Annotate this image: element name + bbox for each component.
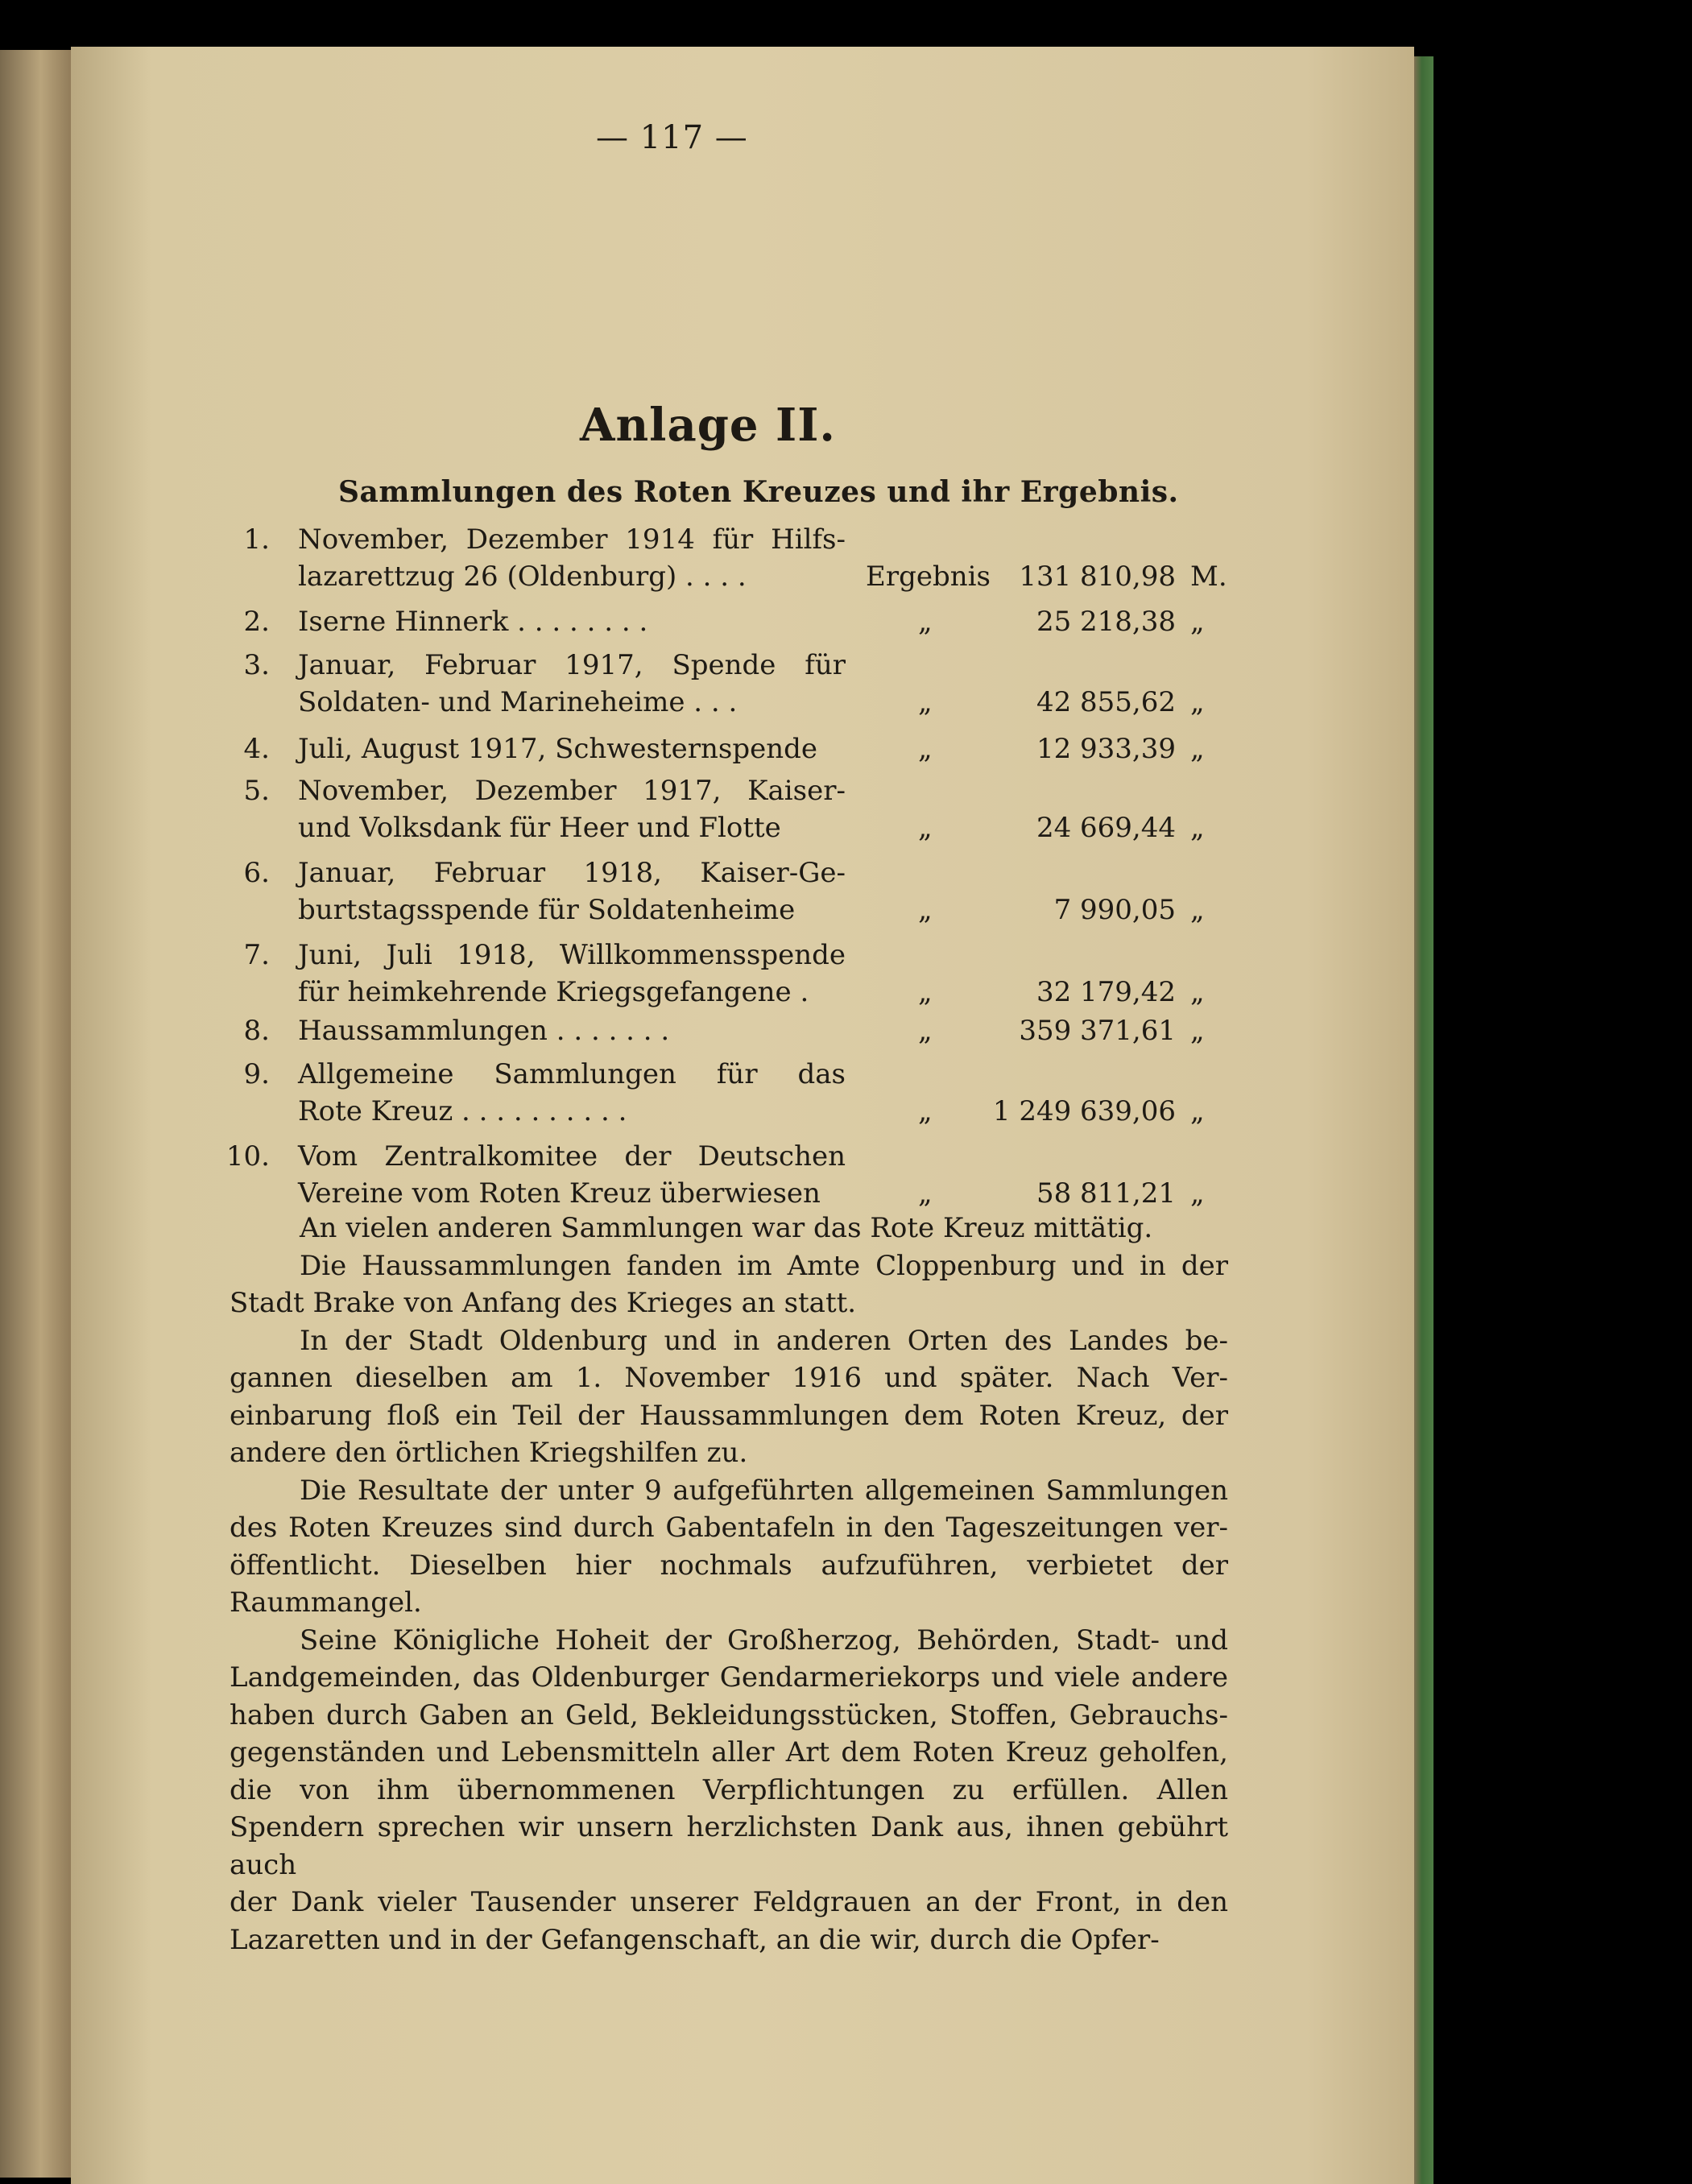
paragraph [230,1210,1228,1247]
paragraph-line: In der Stadt Oldenburg und in anderen Orten des Landes be- [300,1324,1228,1357]
entry-amount: 32 179,42 [1036,976,1176,1008]
paragraph-line: des Roten Kreuzes sind durch Gabentafeln in den Tageszeitungen ver- [230,1512,1228,1544]
entry-unit: „ [1190,733,1205,765]
entry-description-text: Juli, August 1917, Schwesternspende [298,733,818,765]
entry-description-line [298,733,846,765]
entry-amount: 25 218,38 [1036,606,1176,638]
entry-description-line [298,812,846,844]
entry-description-line [298,606,846,638]
entry-amount: 42 855,62 [1036,686,1176,718]
entry-number: 2. [243,606,270,638]
entry-description-line [298,939,846,971]
entry-amount: 7 990,05 [1053,894,1176,926]
entry-amount: 58 811,21 [1036,1177,1176,1210]
entry-description-line [298,894,846,926]
entry-description-text: und Volksdank für Heer und Flotte [298,812,781,844]
entry-amount: 1 249 639,06 [992,1095,1176,1127]
entry-description-text: Rote Kreuz . . . . . . . . . . [298,1095,627,1127]
background [1433,56,1692,2184]
entry-description-line [298,1095,846,1127]
paragraph-line: die von ihm übernommenen Verpflichtungen zu erfüllen. Allen [230,1773,1228,1806]
paragraph [230,1622,1228,1959]
entry-description-text: Vom Zentralkomitee der Deutschen [298,1140,846,1173]
entry-result-label: „ [918,1177,933,1210]
entry-description-line [298,857,846,889]
book-spine [1414,56,1433,2184]
entry-result-label: „ [918,976,933,1008]
entry-unit: „ [1190,1095,1205,1127]
entry-result-label: „ [918,1095,933,1127]
entry-description-line [298,1177,846,1210]
entry-description-text: lazarettzug 26 (Oldenburg) . . . . [298,560,747,593]
entry-result-label: „ [918,812,933,844]
entry-number: 10. [225,1140,270,1173]
entry-result-label: „ [918,733,933,765]
entry-description-line [298,560,846,593]
entry-description-line [298,1140,846,1173]
entry-description-text: Juni, Juli 1918, Willkommensspende [298,939,846,971]
entry-unit: „ [1190,1177,1205,1210]
paragraph [230,1247,1228,1322]
entry-unit: „ [1190,894,1205,926]
entry-description-line [298,1015,846,1047]
body-text [230,1210,1228,1959]
entry-description-text: November, Dezember 1917, Kaiser- [298,775,846,807]
paragraph-line: Raummangel. [230,1586,422,1619]
entry-description-text: Iserne Hinnerk . . . . . . . . [298,606,648,638]
entry-description-text: für heimkehrende Kriegsgefangene . [298,976,809,1008]
entry-description-text: Januar, Februar 1918, Kaiser-Ge- [298,857,846,889]
table-subtitle: Sammlungen des Roten Kreuzes und ihr Ergebnis. [338,475,1179,509]
entry-unit: „ [1190,1015,1205,1047]
paragraph-line: öffentlicht. Dieselben hier nochmals aufzuführen, verbietet der [230,1549,1228,1582]
paragraph-line: Seine Königliche Hoheit der Großherzog, Behörden, Stadt- und [300,1624,1228,1657]
entry-number: 9. [243,1058,270,1090]
entry-description-line [298,686,846,718]
paragraph-line: Stadt Brake von Anfang des Krieges an statt. [230,1287,857,1319]
paragraph-line: Lazaretten und in der Gefangenschaft, an die wir, durch die Opfer- [230,1923,1160,1956]
paragraph-line: der Dank vieler Tausender unserer Feldgrauen an der Front, in den [230,1886,1228,1918]
entry-result-label: „ [918,686,933,718]
paragraph-line: gannen dieselben am 1. November 1916 und später. Nach Ver- [230,1362,1228,1394]
entry-description-text: burtstagsspende für Soldatenheime [298,894,796,926]
entry-number: 7. [243,939,270,971]
entry-number: 8. [243,1015,270,1047]
page-number: — 117 — [596,119,748,156]
entry-amount: 12 933,39 [1036,733,1176,765]
paragraph-line: Landgemeinden, das Oldenburger Gendarmeriekorps und viele andere [230,1661,1228,1694]
entry-amount: 24 669,44 [1036,812,1176,844]
paragraph [230,1322,1228,1472]
entry-unit: „ [1190,686,1205,718]
entry-description-text: Allgemeine Sammlungen für das [298,1058,846,1090]
left-page-edge [0,50,74,2178]
entry-description-text: Januar, Februar 1917, Spende für [298,649,846,681]
entry-number: 6. [243,857,270,889]
entry-description-line [298,775,846,807]
entry-result-label: „ [918,894,933,926]
entry-unit: M. [1190,560,1227,593]
paragraph-line: einbarung floß ein Teil der Haussammlungen dem Roten Kreuz, der [230,1399,1228,1432]
entry-description-line [298,649,846,681]
paragraph-line: Die Haussammlungen fanden im Amte Cloppenburg und in der [300,1249,1228,1282]
entry-description-line [298,523,846,556]
entry-unit: „ [1190,976,1205,1008]
entry-amount: 359 371,61 [1019,1015,1176,1047]
paragraph-line: gegenständen und Lebensmitteln aller Art dem Roten Kreuz geholfen, [230,1736,1228,1768]
entry-description-text: Vereine vom Roten Kreuz überwiesen [298,1177,821,1210]
entry-amount: 131 810,98 [1019,560,1176,593]
paragraph-line: Spendern sprechen wir unsern herzlichsten Dank aus, ihnen gebührt auch [230,1811,1228,1881]
entry-number: 1. [243,523,270,556]
entry-number: 5. [243,775,270,807]
paragraph-line: haben durch Gaben an Geld, Bekleidungsstücken, Stoffen, Gebrauchs- [230,1698,1228,1731]
paragraph-line: An vielen anderen Sammlungen war das Rote Kreuz mittätig. [300,1212,1153,1244]
entry-number: 4. [243,733,270,765]
entry-description-line [298,976,846,1008]
entry-description-text: Haussammlungen . . . . . . . [298,1015,670,1047]
paragraph-line: andere den örtlichen Kriegshilfen zu. [230,1437,748,1469]
entry-description-text: Soldaten- und Marineheime . . . [298,686,738,718]
paragraph-line: Die Resultate der unter 9 aufgeführten allgemeinen Sammlungen [300,1474,1228,1507]
paragraph [230,1472,1228,1622]
entry-unit: „ [1190,812,1205,844]
page-title: Anlage II. [580,399,836,452]
entry-result-label: „ [918,1015,933,1047]
entry-unit: „ [1190,606,1205,638]
entry-description-text: November, Dezember 1914 für Hilfs- [298,523,846,556]
entry-result-label: Ergebnis [866,560,991,593]
entry-number: 3. [243,649,270,681]
entry-result-label: „ [918,606,933,638]
entry-description-line [298,1058,846,1090]
